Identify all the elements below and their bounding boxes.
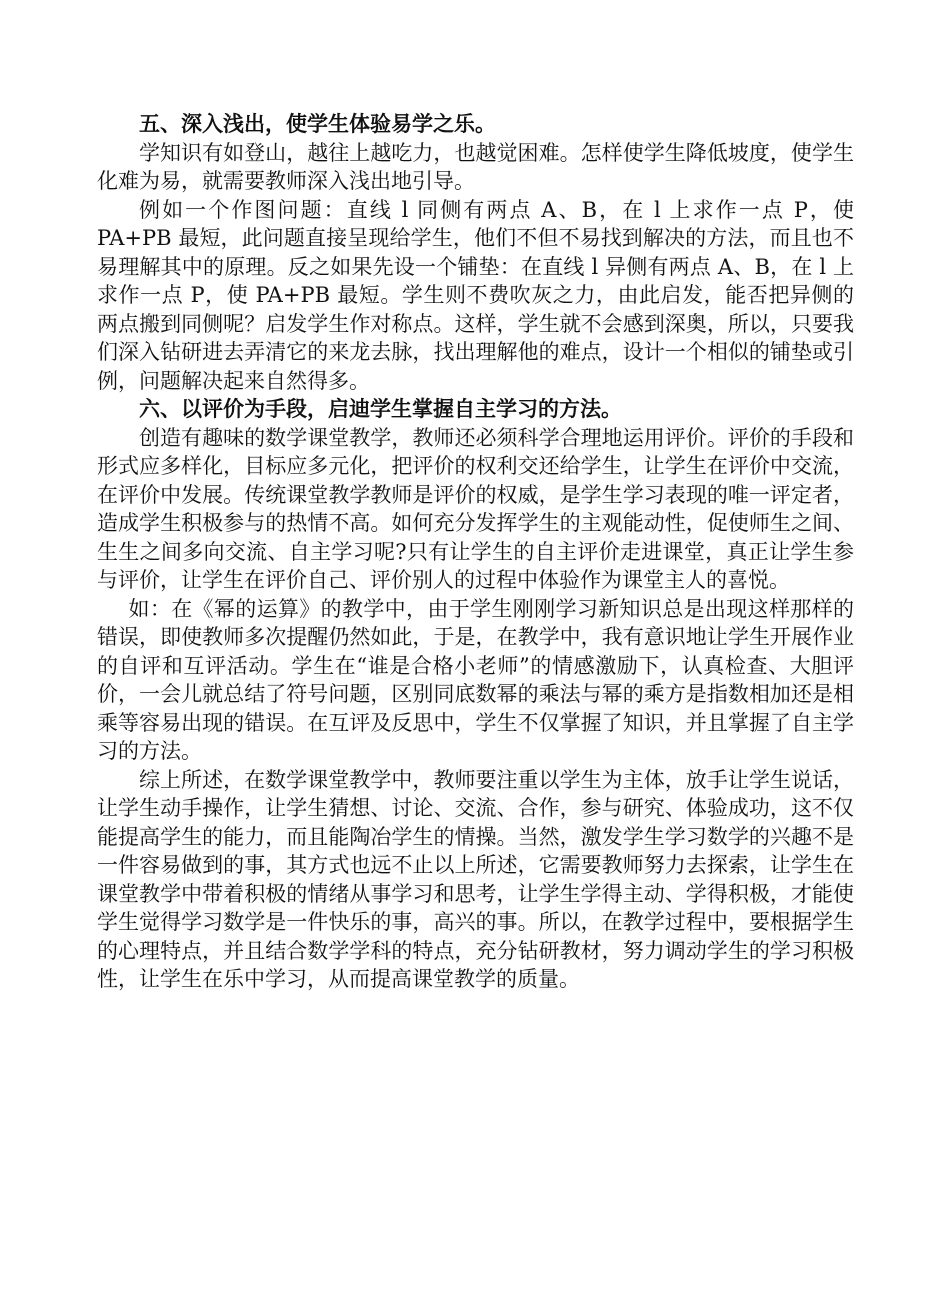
document-body bbox=[97, 110, 854, 994]
section-6-paragraph-2: 如：在《幂的运算》的教学中，由于学生刚刚学习新知识总是出现这样那样的错误，即使教师多次提醒仍然如此，于是，在教学中，我有意识地让学生开展作业的自评和互评活动。学生在“谁是合格小老师”的情感激励下，认真检查、大胆评价，一会儿就总结了符号问题，区别同底数幂的乘法与幂的乘方是指数相加还是相乘等容易出现的错误。在互评及反思中，学生不仅掌握了知识，并且掌握了自主学习的方法。 bbox=[97, 596, 854, 763]
conclusion-paragraph: 综上所述，在数学课堂教学中，教师要注重以学生为主体，放手让学生说话，让学生动手操作，让学生猜想、讨论、交流、合作，参与研究、体验成功，这不仅能提高学生的能力，而且能陶冶学生的情操。当然，激发学生学习数学的兴趣不是一件容易做到的事，其方式也远不止以上所述，它需要教师努力去探索，让学生在课堂教学中带着积极的情绪从事学习和思考，让学生学得主动、学得积极，才能使学生觉得学习数学是一件快乐的事，高兴的事。所以，在教学过程中，要根据学生的心理特点，并且结合数学学科的特点，充分钻研教材，努力调动学生的学习积极性，让学生在乐中学习，从而提高课堂教学的质量。 bbox=[97, 767, 854, 991]
section-5-heading: 五、深入浅出，使学生体验易学之乐。 bbox=[139, 111, 496, 136]
section-6-heading: 六、以评价为手段，启迪学生掌握自主学习的方法。 bbox=[139, 396, 622, 421]
section-5-paragraph-2: 例如一个作图问题：直线 l 同侧有两点 A、B，在 l 上求作一点 P，使 PA+PB 最短，此问题直接呈现给学生，他们不但不易找到解决的方法，而且也不易理解其中的原理。反之如果先设一个铺垫：在直线 l 异侧有两点 A、B，在 l 上求作一点 P，使 PA+PB 最短。学生则不费吹灰之力，由此启发，能否把异侧的两点搬到同侧呢？启发学生作对称点。这样，学生就不会感到深奥，所以，只要我们深入钻研进去弄清它的来龙去脉，找出理解他的难点，设计一个相似的铺垫或引例，问题解决起来自然得多。 bbox=[97, 197, 854, 393]
section-6-paragraph-1: 创造有趣味的数学课堂教学，教师还必须科学合理地运用评价。评价的手段和形式应多样化，目标应多元化，把评价的权利交还给学生，让学生在评价中交流，在评价中发展。传统课堂教学教师是评价的权威，是学生学习表现的唯一评定者，造成学生积极参与的热情不高。如何充分发挥学生的主观能动性，促使师生之间、生生之间多向交流、自主学习呢?只有让学生的自主评价走进课堂，真正让学生参与评价，让学生在评价自己、评价别人的过程中体验作为课堂主人的喜悦。 bbox=[97, 425, 854, 592]
section-5-paragraph-1: 学知识有如登山，越往上越吃力，也越觉困难。怎样使学生降低坡度，使学生化难为易，就需要教师深入浅出地引导。 bbox=[97, 140, 854, 193]
